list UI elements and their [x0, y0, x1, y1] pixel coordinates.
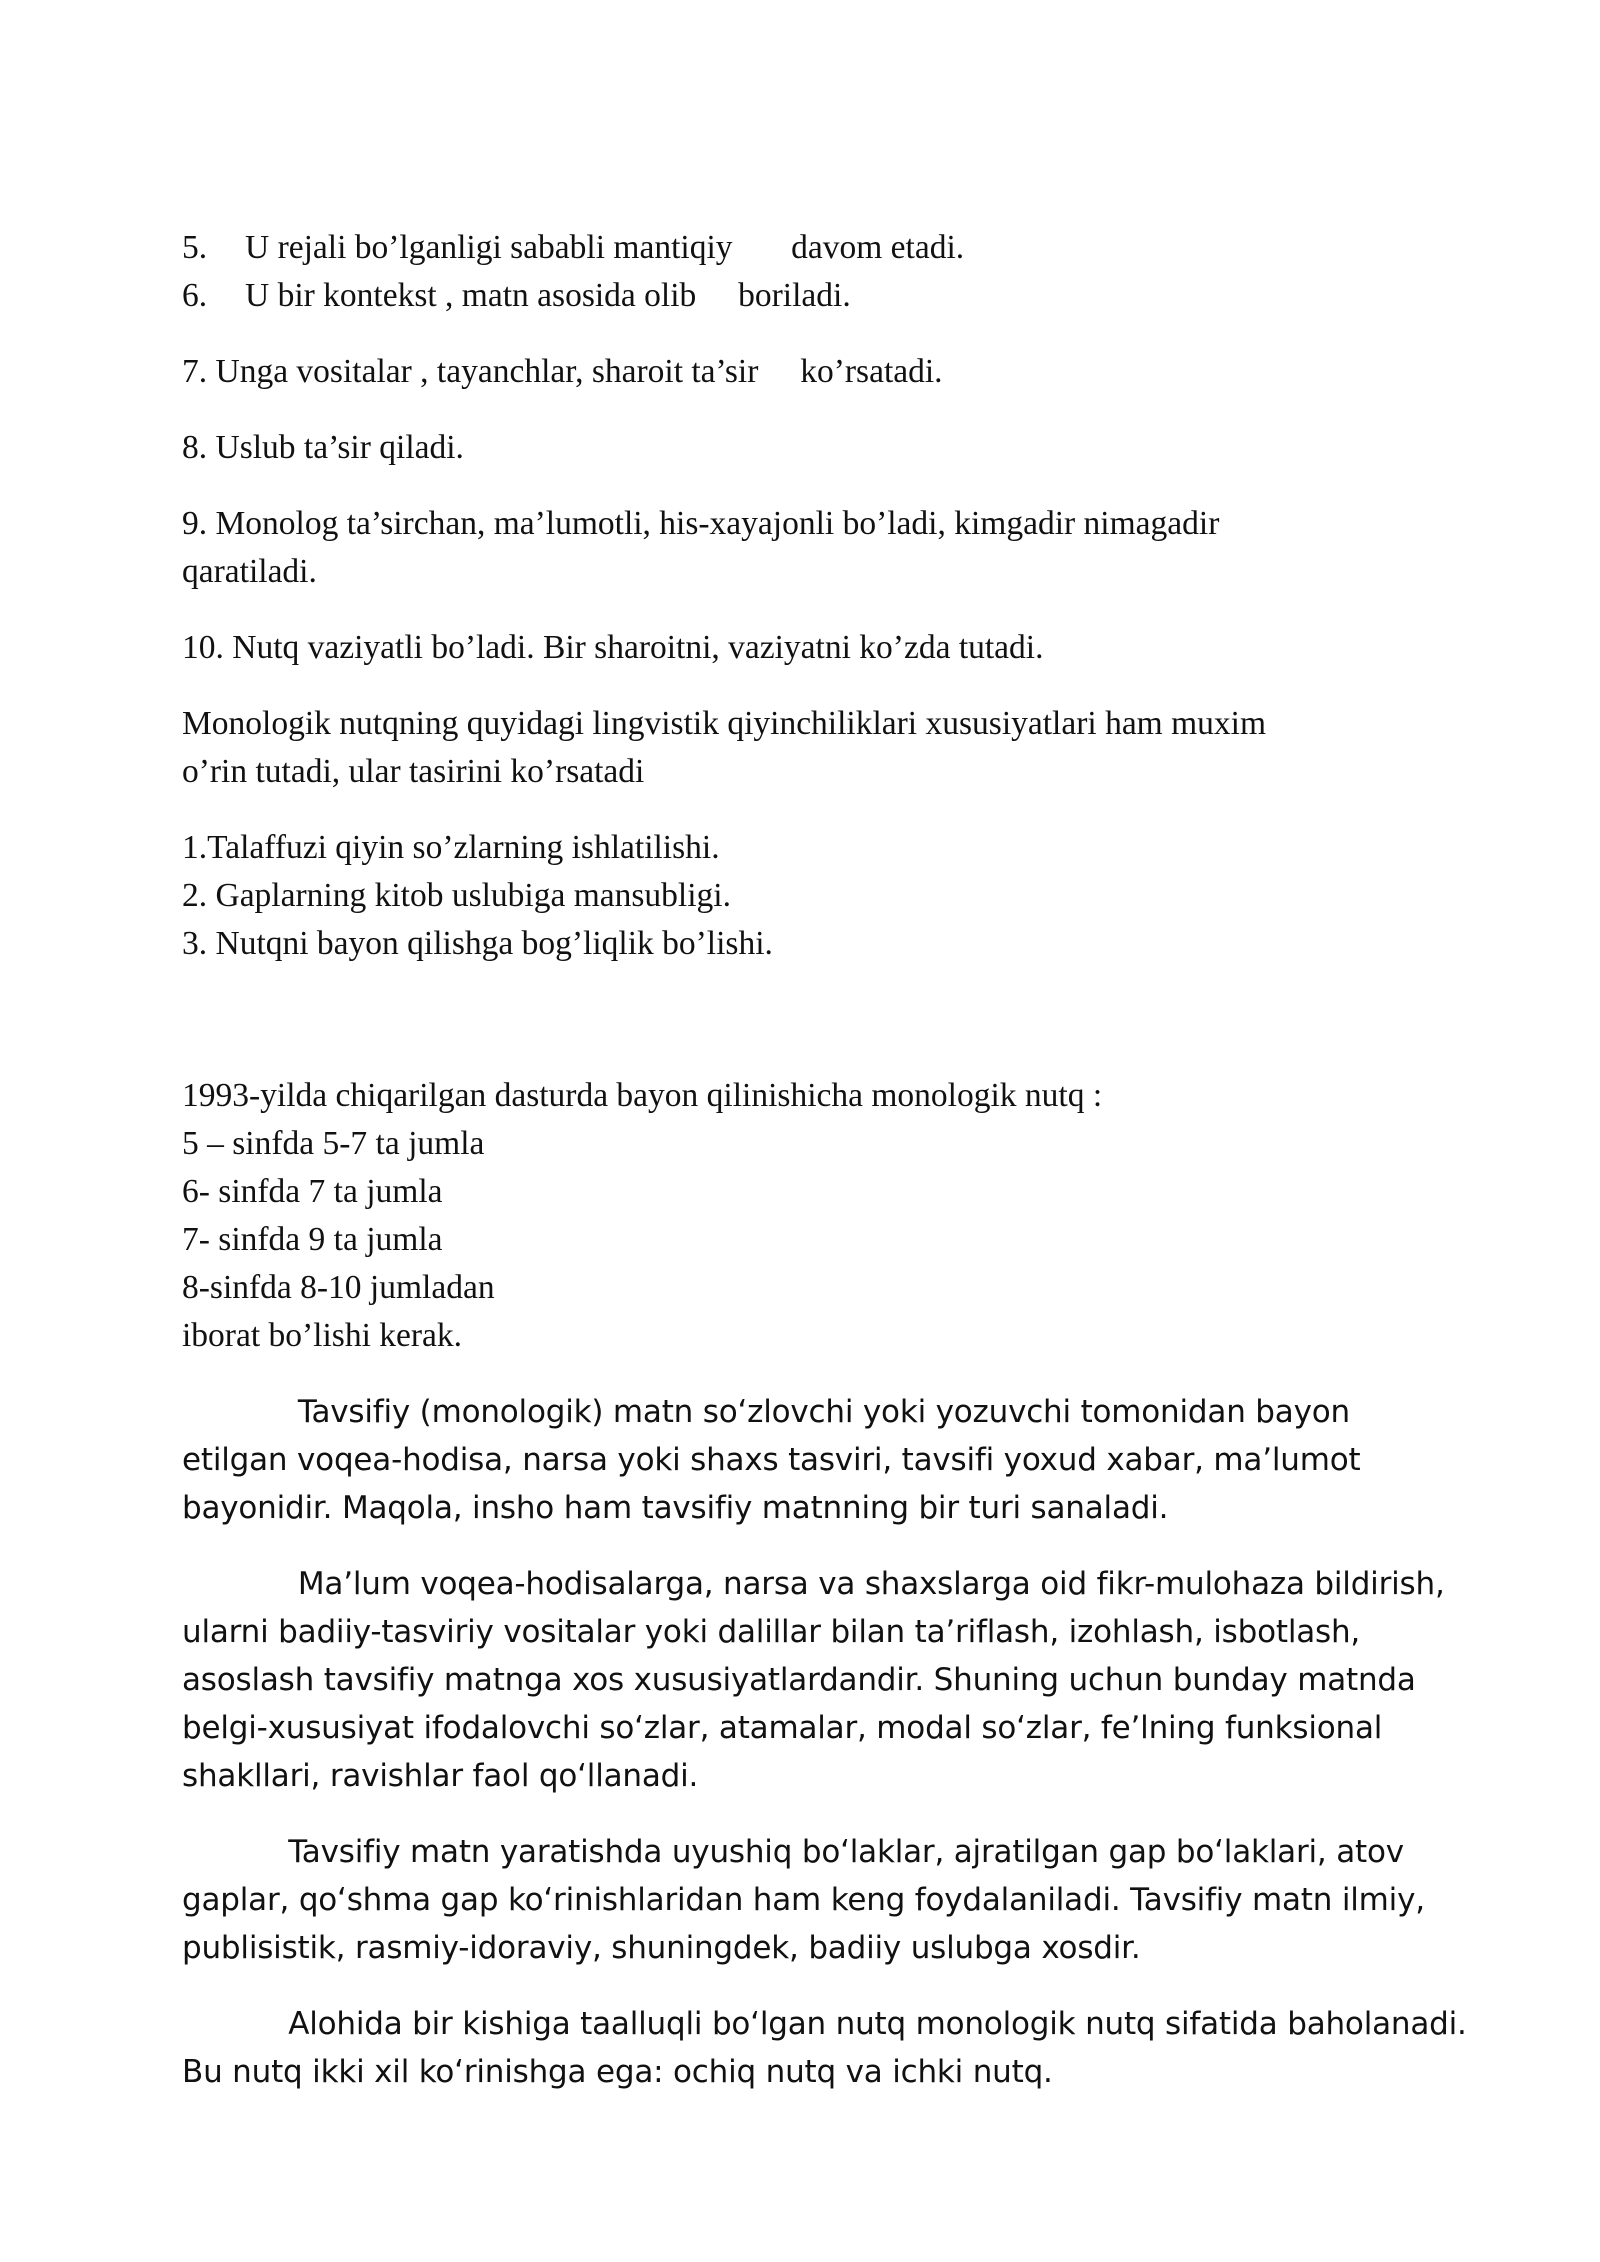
program-line: 8-sinfda 8-10 jumladan: [182, 1269, 495, 1306]
difficulties-intro-line-1: Monologik nutqning quyidagi lingvistik qiyinchiliklari xususiyatlari ham muxim: [182, 705, 1267, 742]
difficulty-item: 1.Talaffuzi qiyin so’zlarning ishlatilishi.: [182, 829, 720, 866]
paragraph-4-line: Bu nutq ikki xil ko‘rinishga ega: ochiq nutq va ichki nutq.: [182, 2054, 1053, 2090]
list-item-9-line-2: qaratiladi.: [182, 553, 317, 590]
list-item-10: 10. Nutq vaziyatli bo’ladi. Bir sharoitni, vaziyatni ko’zda tutadi.: [182, 629, 1044, 666]
paragraph-2-line: asoslash tavsifiy matnga xos xususiyatlardandir. Shuning uchun bunday matnda: [182, 1662, 1416, 1698]
paragraph-2-line: ularni badiiy-tasviriy vositalar yoki dalillar bilan ta’riflash, izohlash, isbotlash,: [182, 1614, 1361, 1650]
program-line: iborat bo’lishi kerak.: [182, 1317, 463, 1354]
paragraph-3-line: publisistik, rasmiy-idoraviy, shuningdek, badiiy uslubga xosdir.: [182, 1930, 1141, 1966]
list-item-9-line-1: 9. Monolog ta’sirchan, ma’lumotli, his-xayajonli bo’ladi, kimgadir nimagadir: [182, 505, 1220, 542]
list-item-5: 5. U rejali bo’lganligi sababli mantiqiy davom etadi.: [182, 229, 965, 266]
paragraph-2-line: Ma’lum voqea-hodisalarga, narsa va shaxslarga oid fikr-mulohaza bildirish,: [182, 1566, 1445, 1602]
difficulty-item: 2. Gaplarning kitob uslubiga mansubligi.: [182, 877, 731, 914]
difficulties-intro-line-2: o’rin tutadi, ular tasirini ko’rsatadi: [182, 753, 645, 790]
paragraph-3-line: gaplar, qo‘shma gap ko‘rinishlaridan ham keng foydalaniladi. Tavsifiy matn ilmiy,: [182, 1882, 1425, 1918]
program-intro: 1993-yilda chiqarilgan dasturda bayon qilinishicha monologik nutq :: [182, 1077, 1103, 1114]
paragraph-4-line: Alohida bir kishiga taalluqli bo‘lgan nutq monologik nutq sifatida baholanadi.: [182, 2006, 1467, 2042]
list-item-8: 8. Uslub ta’sir qiladi.: [182, 429, 464, 466]
list-item-6: 6. U bir kontekst , matn asosida olib boriladi.: [182, 277, 851, 314]
paragraph-2-line: shakllari, ravishlar faol qo‘llanadi.: [182, 1758, 699, 1794]
paragraph-1-line: etilgan voqea-hodisa, narsa yoki shaxs tasviri, tavsifi yoxud xabar, ma’lumot: [182, 1442, 1361, 1478]
list-item-7: 7. Unga vositalar , tayanchlar, sharoit ta’sir ko’rsatadi.: [182, 353, 943, 390]
program-line: 5 – sinfda 5-7 ta jumla: [182, 1125, 485, 1162]
difficulty-item: 3. Nutqni bayon qilishga bog’liqlik bo’lishi.: [182, 925, 773, 962]
paragraph-1-line: bayonidir. Maqola, insho ham tavsifiy matnning bir turi sanaladi.: [182, 1490, 1169, 1526]
program-line: 7- sinfda 9 ta jumla: [182, 1221, 443, 1258]
program-line: 6- sinfda 7 ta jumla: [182, 1173, 443, 1210]
paragraph-1-line: Tavsifiy (monologik) matn so‘zlovchi yoki yozuvchi tomonidan bayon: [182, 1394, 1350, 1430]
paragraph-3-line: Tavsifiy matn yaratishda uyushiq bo‘laklar, ajratilgan gap bo‘laklari, atov: [182, 1834, 1404, 1870]
paragraph-2-line: belgi-xususiyat ifodalovchi so‘zlar, atamalar, modal so‘zlar, fe’lning funksional: [182, 1710, 1383, 1746]
